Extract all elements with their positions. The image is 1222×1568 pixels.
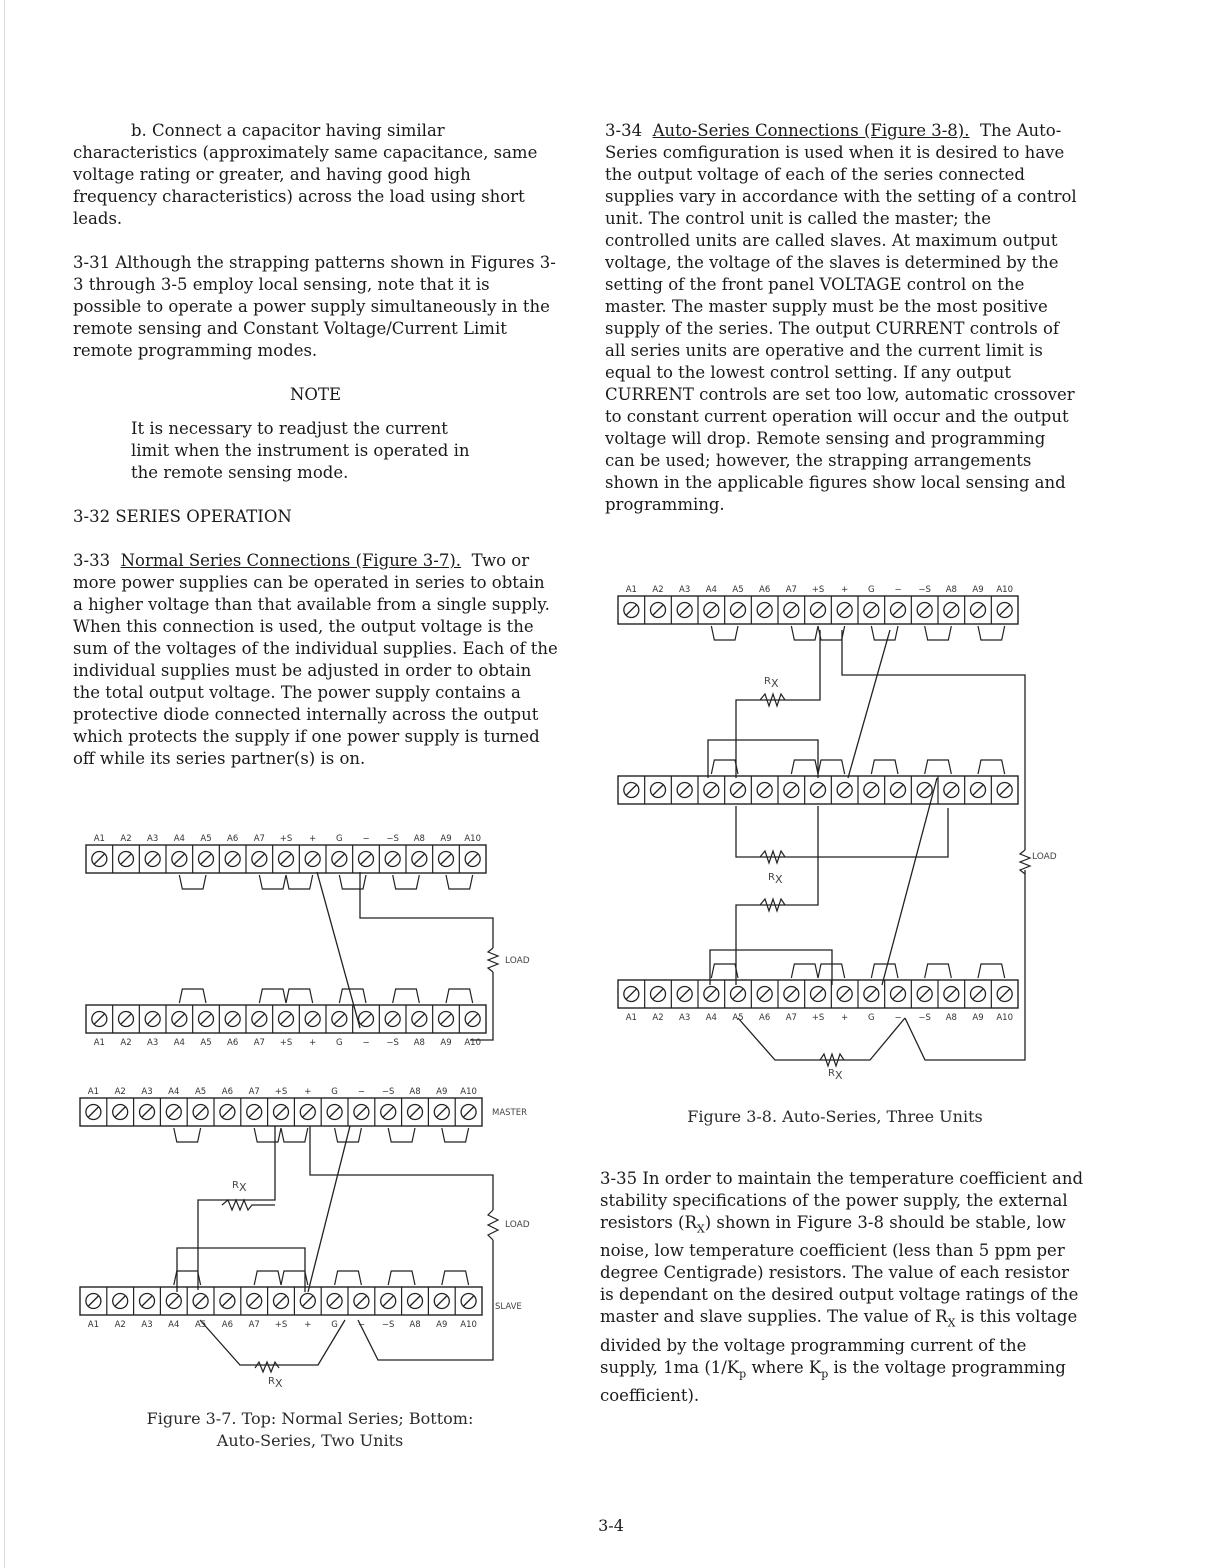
jumper-strap xyxy=(711,760,738,774)
fig37-rx-label-top xyxy=(232,1180,247,1194)
paragraph-body: Two or more power supplies can be operated in series to obtain a higher voltage than that available from a single supply. When this connection is used, the output voltage is the sum of the voltages of the individual supplies. Each of the individual supplies must be adjusted in order to obtain the total output voltage. The power supply contains a protective diode connected internally across the output which protects the supply if one power supply is turned off while its series partner(s) is on. xyxy=(73,551,558,768)
note-text: It is necessary to readjust the current limit when the instrument is operated in the remote sensing mode. xyxy=(131,419,470,482)
jumper-strap xyxy=(818,760,845,774)
terminal-label: A4 xyxy=(168,1320,180,1330)
jumper-strap xyxy=(925,626,952,640)
jumper-strap xyxy=(281,1271,308,1285)
terminal-label: G xyxy=(336,1038,343,1048)
terminal-label: A1 xyxy=(625,585,637,595)
terminal-label: A7 xyxy=(253,1038,265,1048)
fig37-load-label-top: LOAD xyxy=(505,956,530,966)
terminal-label: + xyxy=(304,1320,312,1330)
terminal-label: A8 xyxy=(413,834,425,844)
terminal-label: A10 xyxy=(464,1038,481,1048)
rx-letter: R xyxy=(828,1068,835,1079)
terminal-label: A10 xyxy=(464,834,481,844)
terminal-label: A9 xyxy=(440,1038,452,1048)
terminal-label: A2 xyxy=(652,1013,664,1023)
terminal-label: A6 xyxy=(759,1013,771,1023)
terminal-label: G xyxy=(336,834,343,844)
jumper-strap xyxy=(978,626,1005,640)
terminal-label: G xyxy=(868,1013,875,1023)
fig37-slave-label: SLAVE xyxy=(495,1302,522,1312)
subscript: p xyxy=(821,1366,829,1380)
paragraph-3-31: 3-31 Although the strapping patterns shown in Figures 3-3 through 3-5 employ local sensing, note that it is possible to operate a power supply simultaneously in the remote sensing and Constant Voltage/Current Limit remote programming modes. xyxy=(73,253,556,360)
jumper-strap xyxy=(446,875,473,889)
jumper-strap xyxy=(791,760,818,774)
terminal-label: G xyxy=(868,585,875,595)
rx-sub: X xyxy=(274,1377,283,1390)
terminal-label: + xyxy=(304,1087,312,1097)
rx-letter: R xyxy=(764,676,771,687)
caption-line-1: Figure 3-7. Top: Normal Series; Bottom: xyxy=(146,1409,474,1428)
terminal-label: A2 xyxy=(114,1087,126,1097)
jumper-strap xyxy=(179,989,206,1003)
terminal-label: A3 xyxy=(141,1320,153,1330)
paragraph-body: The Auto-Series comfiguration is used when it is desired to have the output voltage of each of the series connected supplies vary in accordance with the setting of a control unit. The control unit is called the master; the controlled units are called slaves. At maximum output voltage, the voltage of the slaves is determined by the setting of the front panel VOLTAGE control on the master. The master supply must be the most positive supply of the series. The output CURRENT controls of all series units are operative and the current limit is equal to the lowest control setting. If any output CURRENT controls are set too low, automatic crossover to constant current operation will occur and the output voltage will drop. Remote sensing and programming can be used; however, the strapping arrangements shown in the applicable figures show local sensing and programming. xyxy=(605,121,1077,514)
jumper-strap xyxy=(791,964,818,978)
fig37-strip-2 xyxy=(86,989,486,1048)
terminal-label: A4 xyxy=(705,585,717,595)
terminal-label: − xyxy=(357,1087,365,1097)
fig37-strip-top xyxy=(86,834,486,889)
rx-sub: X xyxy=(774,873,783,886)
terminal-label: − xyxy=(357,1320,365,1330)
fig38-strip-1 xyxy=(618,585,1018,640)
rx-sub: X xyxy=(834,1069,843,1082)
terminal-label: A5 xyxy=(732,1013,744,1023)
terminal-label: + xyxy=(841,1013,849,1023)
jumper-strap xyxy=(978,760,1005,774)
rx-sub: X xyxy=(238,1181,247,1194)
paragraph-number: 3-33 xyxy=(73,551,111,570)
jumper-strap xyxy=(388,1271,415,1285)
terminal-label: A3 xyxy=(147,834,159,844)
terminal-label: A6 xyxy=(221,1087,234,1097)
terminal-label: +S xyxy=(811,1013,825,1023)
terminal-label: A8 xyxy=(409,1087,421,1097)
terminal-label: A6 xyxy=(221,1320,234,1330)
rx-letter: R xyxy=(768,872,775,883)
jumper-strap xyxy=(339,875,366,889)
jumper-strap xyxy=(925,760,952,774)
rx-letter: R xyxy=(232,1180,239,1191)
terminal-label: A8 xyxy=(409,1320,421,1330)
jumper-strap xyxy=(442,1128,469,1142)
terminal-label: − xyxy=(362,834,370,844)
terminal-label: − xyxy=(362,1038,370,1048)
terminal-label: −S xyxy=(386,1038,399,1048)
terminal-label: A8 xyxy=(945,1013,957,1023)
jumper-strap xyxy=(442,1271,469,1285)
jumper-strap xyxy=(446,989,473,1003)
jumper-strap xyxy=(286,989,313,1003)
terminal-label: A1 xyxy=(87,1087,100,1097)
terminal-label: +S xyxy=(279,834,293,844)
terminal-label: A4 xyxy=(173,834,185,844)
terminal-label: A4 xyxy=(168,1087,180,1097)
terminal-label: A5 xyxy=(200,1038,212,1048)
page-number: 3-4 xyxy=(598,1516,624,1535)
terminal-label: A9 xyxy=(436,1087,448,1097)
terminal-label: + xyxy=(841,585,849,595)
terminal-label: A8 xyxy=(945,585,957,595)
terminal-label: + xyxy=(309,834,317,844)
text-run: is this voltage divided by the voltage programming current of the supply, 1ma (1/K xyxy=(600,1307,1078,1377)
terminal-label: A6 xyxy=(227,834,239,844)
fig38-load-label: LOAD xyxy=(1032,852,1057,862)
terminal-label: A9 xyxy=(972,585,984,595)
jumper-strap xyxy=(259,875,286,889)
text-run: 3-35 In order to maintain the temperature coefficient and stability specifications of the power supply, the external resistors (R xyxy=(600,1169,1084,1232)
jumper-strap xyxy=(393,875,420,889)
terminal-label: A6 xyxy=(227,1038,239,1048)
terminal-label: A8 xyxy=(413,1038,425,1048)
terminal-label: − xyxy=(894,1013,902,1023)
terminal-label: A2 xyxy=(652,585,664,595)
jumper-strap xyxy=(259,989,286,1003)
fig38-rx-label-1 xyxy=(764,676,779,690)
terminal-label: A1 xyxy=(625,1013,637,1023)
terminal-label: A3 xyxy=(147,1038,159,1048)
terminal-label: −S xyxy=(381,1087,395,1097)
jumper-strap xyxy=(711,964,738,978)
jumper-strap xyxy=(179,875,206,889)
text-run: is the voltage programming coefficient). xyxy=(600,1357,1066,1405)
terminal-label: A1 xyxy=(87,1320,100,1330)
terminal-label: A9 xyxy=(440,834,452,844)
terminal-label: G xyxy=(331,1087,338,1097)
fig38-rx-label-3 xyxy=(828,1068,843,1082)
terminal-label: A2 xyxy=(114,1320,126,1330)
terminal-label: −S xyxy=(918,585,931,595)
terminal-label: +S xyxy=(279,1038,293,1048)
terminal-label: A3 xyxy=(679,585,691,595)
subscript: X xyxy=(947,1316,956,1330)
terminal-label: +S xyxy=(274,1320,288,1330)
terminal-label: A3 xyxy=(679,1013,691,1023)
terminal-label: +S xyxy=(274,1087,288,1097)
terminal-label: A7 xyxy=(785,1013,797,1023)
jumper-strap xyxy=(174,1271,201,1285)
fig37-rx-label-bottom xyxy=(268,1376,283,1390)
caption-line-2: Auto-Series, Two Units xyxy=(216,1431,404,1450)
rx-letter: R xyxy=(268,1376,275,1387)
terminal-label: A1 xyxy=(93,834,105,844)
terminal-label: A3 xyxy=(141,1087,153,1097)
terminal-label: + xyxy=(309,1038,317,1048)
terminal-label: A5 xyxy=(194,1087,207,1097)
jumper-strap xyxy=(818,626,845,640)
jumper-strap xyxy=(711,626,738,640)
fig38-rx-label-2 xyxy=(768,872,783,886)
terminal-label: A10 xyxy=(996,585,1013,595)
terminal-label: A1 xyxy=(93,1038,105,1048)
terminal-label: +S xyxy=(811,585,825,595)
terminal-label: A9 xyxy=(972,1013,984,1023)
terminal-label: A2 xyxy=(120,834,132,844)
terminal-label: A5 xyxy=(194,1320,207,1330)
jumper-strap xyxy=(818,964,845,978)
terminal-label: A2 xyxy=(120,1038,132,1048)
jumper-strap xyxy=(174,1128,201,1142)
terminal-label: A4 xyxy=(173,1038,185,1048)
paragraph-title: Normal Series Connections (Figure 3-7). xyxy=(120,551,462,570)
note-heading: NOTE xyxy=(289,385,341,404)
jumper-strap xyxy=(791,626,818,640)
terminal-label: A7 xyxy=(253,834,265,844)
jumper-strap xyxy=(978,964,1005,978)
terminal-label: −S xyxy=(918,1013,931,1023)
paragraph-number: 3-34 xyxy=(605,121,643,140)
subscript: X xyxy=(696,1222,705,1236)
jumper-strap xyxy=(393,989,420,1003)
paragraph-title: Auto-Series Connections (Figure 3-8). xyxy=(652,121,970,140)
terminal-label: A7 xyxy=(248,1320,260,1330)
terminal-label: −S xyxy=(381,1320,395,1330)
fig37-load-label-bottom: LOAD xyxy=(505,1220,530,1230)
jumper-strap xyxy=(335,1271,362,1285)
terminal-label: A7 xyxy=(248,1087,260,1097)
terminal-label: A5 xyxy=(200,834,212,844)
jumper-strap xyxy=(254,1271,281,1285)
terminal-label: −S xyxy=(386,834,399,844)
terminal-label: A9 xyxy=(436,1320,448,1330)
terminal-label: G xyxy=(331,1320,338,1330)
jumper-strap xyxy=(871,626,898,640)
jumper-strap xyxy=(925,964,952,978)
fig38-strip-3 xyxy=(618,964,1018,1023)
text-run: where K xyxy=(746,1357,822,1377)
subscript: p xyxy=(739,1366,747,1380)
paragraph-b: b. Connect a capacitor having similar characteristics (approximately same capacitance, same voltage rating or greater, and having good high frequency characteristics) across the load using short leads. xyxy=(73,121,538,228)
terminal-label: A4 xyxy=(705,1013,717,1023)
fig37-master-label: MASTER xyxy=(492,1108,528,1118)
terminal-label: A10 xyxy=(460,1087,477,1097)
figure-3-7-caption xyxy=(80,1408,540,1452)
terminal-label: − xyxy=(894,585,902,595)
terminal-label: A6 xyxy=(759,585,771,595)
fig37-strip-slave xyxy=(80,1271,482,1330)
section-heading-3-32: 3-32 SERIES OPERATION xyxy=(73,507,292,526)
jumper-strap xyxy=(871,760,898,774)
fig37-strip-master xyxy=(80,1087,482,1142)
text-run: ) shown in Figure 3-8 should be stable, low noise, low temperature coefficient (less than 5 ppm per degree Centigrade) resistors. The value of each resistor is dependant on the desired output voltage ratings of the master and slave supplies. The value of R xyxy=(600,1213,1079,1327)
terminal-label: A10 xyxy=(460,1320,477,1330)
terminal-label: A5 xyxy=(732,585,744,595)
jumper-strap xyxy=(254,1128,281,1142)
jumper-strap xyxy=(281,1128,308,1142)
jumper-strap xyxy=(286,875,313,889)
terminal-label: A7 xyxy=(785,585,797,595)
rx-sub: X xyxy=(770,677,779,690)
jumper-strap xyxy=(388,1128,415,1142)
terminal-label: A10 xyxy=(996,1013,1013,1023)
figure-3-8-caption: Figure 3-8. Auto-Series, Three Units xyxy=(687,1107,983,1126)
